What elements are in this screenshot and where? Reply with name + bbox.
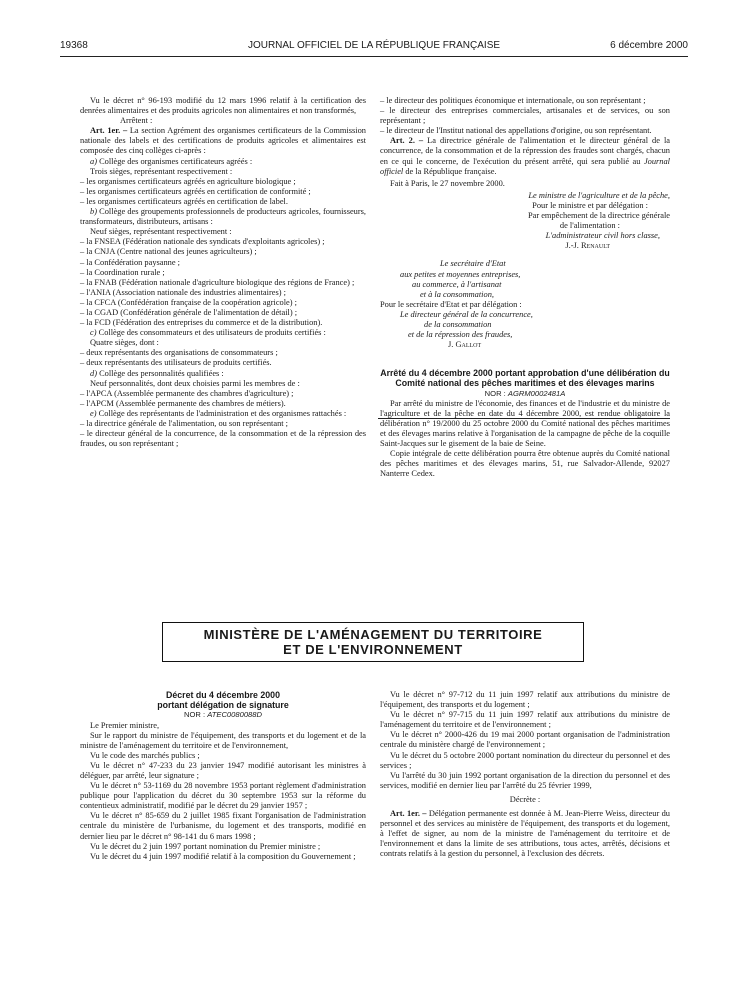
signatory-line: L'administrateur civil hors classe, — [545, 231, 660, 241]
signatory-line: Par empêchement de la directrice générale — [527, 211, 670, 221]
list-item: – la CGAD (Confédération générale de l'alimentation de détail) ; — [80, 307, 298, 317]
list-item: – les organismes certificateurs agréés en agriculture biologique ; — [80, 176, 296, 186]
signatory-line: Le directeur général de la concurrence, — [400, 309, 533, 319]
decree-title: Décret du 4 décembre 2000 — [166, 690, 280, 700]
paragraph: Par arrêté du ministre de l'économie, des finances et de l'industrie et du ministre de l'agriculture et de la pêche en date du 4 décembre 2000, est rendue obligatoire la délibération n° 19/2000 du 25 octobre 2000 du Comité national des pêches maritimes et des élevages marins relative à l'organisation de la campagne de pêche de la coquille Saint-Jacques sur le gisement de la baie de Seine. — [380, 398, 670, 449]
college-letter: a) — [90, 156, 97, 166]
page-header — [60, 40, 688, 54]
signatory-line: Pour le secrétaire d'Etat et par délégation : — [380, 299, 522, 309]
list-item: – la FNSEA (Fédération nationale des syndicats d'exploitants agricoles) ; — [80, 237, 325, 247]
signature-date: Fait à Paris, le 27 novembre 2000. — [390, 178, 505, 188]
list-item: – la FNAB (Fédération nationale d'agriculture biologique des régions de France) ; — [80, 277, 355, 287]
college-a: a) Collège des organismes certificateurs agréés : — [90, 156, 253, 166]
paragraph: Vu le décret n° 2000-426 du 19 mai 2000 portant organisation de l'administration centrale du ministère chargé de l'environnement ; — [380, 730, 670, 750]
college-letter: c) — [90, 328, 97, 338]
article-label: Art. 2. – — [390, 136, 424, 146]
list-item: – le directeur des entreprises commerciales, artisanales et de services, ou son représentant ; — [380, 106, 670, 126]
nor-reference: NOR : AGRM0002481A — [484, 388, 566, 398]
paragraph: Vu le décret n° 85-659 du 2 juillet 1985 fixant l'organisation de l'administration centrale du ministère de l'urbanisme, du logement et des transports, modifié en dernier lieu par le décret n° 98-141 du 6 mars 1998 ; — [80, 811, 366, 841]
signatory-name: J. Gallot — [448, 340, 482, 350]
list-item: – deux représentants des organisations de consommateurs ; — [80, 348, 278, 358]
list-item: – les organismes certificateurs agréés en certification de conformité ; — [80, 186, 311, 196]
nor-reference: NOR : ATEC0080088D — [184, 710, 262, 720]
signatory-title: Le ministre de l'agriculture et de la pêche, — [528, 190, 670, 200]
list-item: – l'APCM (Assemblée permanente des chambres de métiers). — [80, 398, 286, 408]
paragraph: Vu l'arrêté du 30 juin 1992 portant organisation de la direction du personnel et des services, modifié en dernier lieu par l'arrêté du 25 février 1999, — [380, 770, 670, 790]
paragraph: Vu le décret du 4 juin 1997 modifié relatif à la composition du Gouvernement ; — [90, 851, 356, 861]
list-item: – les organismes certificateurs agréés en certification de label. — [80, 196, 288, 206]
signatory-line: de l'alimentation : — [559, 221, 620, 231]
article-label: Art. 1er. – — [90, 126, 128, 136]
paragraph: Vu le décret du 5 octobre 2000 portant nomination du directeur du personnel et des services ; — [380, 750, 670, 770]
spacer — [380, 350, 670, 368]
college-b: b) Collège des groupements professionnels de producteurs agricoles, fournisseurs, transformateurs, distributeurs, artisans : — [80, 207, 366, 227]
college-c-seats: Quatre sièges, dont : — [90, 338, 159, 348]
signatory-title: Le secrétaire d'Etat — [440, 259, 506, 269]
college-d: d) Collège des personnalités qualifiées : — [90, 368, 224, 378]
paragraph: Vu le décret n° 53-1169 du 28 novembre 1953 portant règlement d'administration publique pour l'application du décret du 30 septembre 1953 sur la réforme du contentieux administratif, modifié par le décret du 29 janvier 1957 ; — [80, 781, 366, 811]
decrete-heading: Décrète : — [509, 794, 541, 804]
section-rule — [378, 418, 670, 419]
college-letter: b) — [90, 207, 97, 217]
ministry-line: MINISTÈRE DE L'AMÉNAGEMENT DU TERRITOIRE — [203, 627, 543, 642]
paragraph: Copie intégrale de cette délibération pourra être obtenue auprès du Comité national des pêches maritimes et des élevages marins, 51, rue Salvador-Allende, 92027 Nanterre Cedex. — [380, 449, 670, 479]
ministry-heading — [162, 622, 584, 662]
college-e: e) Collège des représentants de l'administration et des organismes rattachés : — [90, 408, 347, 418]
page-number: 19368 — [60, 40, 88, 51]
column-left-bottom — [80, 690, 366, 862]
article-1: Art. 1er. – La section Agrément des organismes certificateurs de la Commission nationale des labels et des certifications de produits agricoles et alimentaires est composée des cinq collèges ci-après : — [80, 126, 366, 156]
signatory-line: Pour le ministre et par délégation : — [532, 200, 648, 210]
paragraph: Vu le décret n° 97-712 du 11 juin 1997 relatif aux attributions du ministre de l'équipement, des transports et du logement ; — [380, 690, 670, 710]
list-item: – le directeur de l'Institut national des appellations d'origine, ou son représentant. — [380, 126, 652, 136]
arrete-title: Arrêté du 4 décembre 2000 portant approbation d'une délibération du Comité national des pêches maritimes et des élevages marins — [380, 368, 670, 389]
college-c: c) Collège des consommateurs et des utilisateurs de produits certifiés : — [90, 328, 326, 338]
column-left-top — [80, 96, 366, 449]
paragraph: Vu le décret du 2 juin 1997 portant nomination du Premier ministre ; — [90, 841, 321, 851]
article-2: Art. 2. – La directrice générale de l'alimentation et le directeur général de la concurrence, de la consommation et de la répression des fraudes sont chargés, chacun en ce qui le concerne, de l'exécution du présent arrêté, qui sera publié au Journal officiel de la République française. — [380, 136, 670, 176]
college-a-seats: Trois sièges, représentant respectivement : — [90, 166, 233, 176]
header-rule — [60, 56, 688, 57]
college-d-seats: Neuf personnalités, dont deux choisies parmi les membres de : — [90, 378, 300, 388]
publication-date: 6 décembre 2000 — [610, 40, 688, 51]
column-right-bottom — [380, 690, 670, 860]
list-item: – la CNJA (Centre national des jeunes agriculteurs) ; — [80, 247, 257, 257]
ministry-line: ET DE L'ENVIRONNEMENT — [283, 642, 463, 657]
paragraph: Vu le décret n° 47-233 du 23 janvier 1947 modifié autorisant les ministres à déléguer, par arrêté, leur signature ; — [80, 760, 366, 780]
list-item: – la FCD (Fédération des entreprises du commerce et de la distribution). — [80, 318, 323, 328]
paragraph: Vu le code des marchés publics ; — [90, 750, 200, 760]
journal-title: JOURNAL OFFICIEL DE LA RÉPUBLIQUE FRANÇAISE — [247, 40, 501, 51]
list-item: – le directeur des politiques économique et internationale, ou son représentant ; — [380, 96, 646, 105]
decree-title: portant délégation de signature — [157, 700, 289, 711]
signatory-line: aux petites et moyennes entreprises, — [400, 269, 521, 279]
list-item: – deux représentants des utilisateurs de produits certifiés. — [80, 358, 272, 368]
paragraph: Vu le décret n° 97-715 du 11 juin 1997 relatif aux attributions du ministre de l'aménagement du territoire et de l'environnement ; — [380, 710, 670, 730]
list-item: – la Coordination rurale ; — [80, 267, 165, 277]
signatory-line: et de la répression des fraudes, — [408, 330, 513, 340]
signatory-line: et à la consommation, — [420, 289, 494, 299]
column-right-top — [380, 96, 670, 480]
signatory-line: de la consommation — [424, 319, 492, 329]
list-item: – la directrice générale de l'alimentation, ou son représentant ; — [80, 419, 289, 428]
signatory-name: J.-J. Renault — [565, 241, 610, 251]
paragraph: Sur le rapport du ministre de l'équipement, des transports et du logement et de la ministre de l'aménagement du territoire et de l'environnement, — [80, 730, 366, 750]
list-item: – le directeur général de la concurrence, de la consommation et de la répression des fraudes, ou son représentant ; — [80, 429, 366, 449]
paragraph: Vu le décret n° 96-193 modifié du 12 mars 1996 relatif à la certification des denrées alimentaires et des produits agricoles non alimentaires et non transformés, — [80, 96, 366, 116]
paragraph: Le Premier ministre, — [90, 720, 160, 730]
list-item: – la CFCA (Confédération française de la coopération agricole) ; — [80, 297, 297, 307]
list-item: – l'APCA (Assemblée permanente des chambres d'agriculture) ; — [80, 388, 294, 398]
college-letter: d) — [90, 368, 97, 378]
college-letter: e) — [90, 408, 97, 418]
article-1: Art. 1er. – Délégation permanente est donnée à M. Jean-Pierre Weiss, directeur du personnel et des services au ministère de l'équipement, des transports et du logement, à l'effet de signer, au nom de la ministre de l'aménagement du territoire et de l'environnement et dans la limite de ses attributions, tous actes, arrêtés, décisions et contrats relatifs à la gestion du personnel, à l'exclusion des décrets. — [380, 809, 670, 859]
signatory-line: au commerce, à l'artisanat — [412, 279, 502, 289]
list-item: – la Confédération paysanne ; — [80, 257, 181, 267]
list-item: – l'ANIA (Association nationale des industries alimentaires) ; — [80, 287, 286, 297]
article-label: Art. 1er. – — [390, 809, 427, 819]
arretent-heading: Arrêtent : — [120, 116, 153, 126]
college-b-seats: Neuf sièges, représentant respectivement : — [90, 227, 232, 237]
